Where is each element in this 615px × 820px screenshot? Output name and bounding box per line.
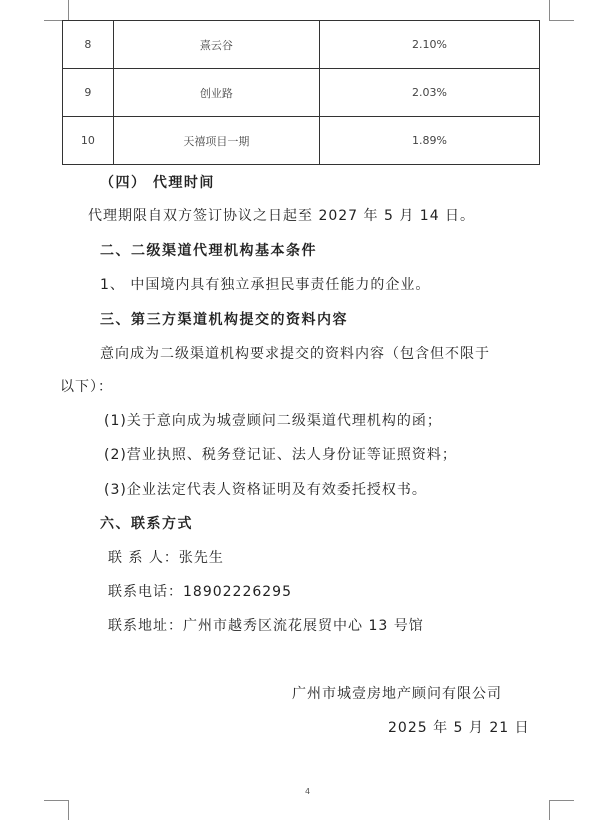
page-number: 4: [304, 787, 311, 796]
materials-item-3: (3)企业法定代表人资格证明及有效委托授权书。: [104, 482, 427, 498]
table-row: [63, 21, 540, 69]
crop-mark-bottom-left: [44, 800, 69, 820]
crop-mark-top-right: [549, 0, 574, 21]
materials-intro-line2: 以下）：: [60, 379, 113, 395]
materials-item-2: (2)营业执照、税务登记证、法人身份证等证照资料；: [104, 447, 457, 463]
section3-heading: 三、第三方渠道机构提交的资料内容: [100, 312, 348, 328]
project-value: 2.10%: [319, 21, 539, 69]
row-number: 9: [63, 69, 114, 117]
requirement-item-1: 1、 中国境内具有独立承担民事责任能力的企业。: [100, 277, 431, 293]
project-table: [62, 20, 540, 165]
project-name: 熹云谷: [113, 21, 319, 69]
project-value: 1.89%: [319, 117, 539, 165]
signature-date: 2025 年 5 月 21 日: [388, 720, 530, 736]
section4-heading: （四） 代理时间: [100, 175, 215, 191]
project-name: 天禧项目一期: [113, 117, 319, 165]
project-value: 2.03%: [319, 69, 539, 117]
contact-phone: 联系电话：18902226295: [108, 584, 292, 600]
table-row: [63, 69, 540, 117]
project-name: 创业路: [113, 69, 319, 117]
section6-heading: 六、联系方式: [100, 516, 193, 532]
contact-address: 联系地址：广州市越秀区流花展贸中心 13 号馆: [108, 618, 424, 634]
crop-mark-top-left: [44, 0, 69, 21]
section2-heading: 二、二级渠道代理机构基本条件: [100, 243, 317, 259]
materials-intro-line1: 意向成为二级渠道机构要求提交的资料内容（包含但不限于: [100, 346, 490, 362]
company-signature: 广州市城壹房地产顾问有限公司: [292, 686, 502, 702]
row-number: 10: [63, 117, 114, 165]
agency-period-text: 代理期限自双方签订协议之日起至 2027 年 5 月 14 日。: [88, 208, 476, 224]
table-row: [63, 117, 540, 165]
crop-mark-bottom-right: [549, 800, 574, 820]
row-number: 8: [63, 21, 114, 69]
contact-person: 联 系 人：张先生: [108, 550, 224, 566]
materials-item-1: (1)关于意向成为城壹顾问二级渠道代理机构的函；: [104, 413, 442, 429]
